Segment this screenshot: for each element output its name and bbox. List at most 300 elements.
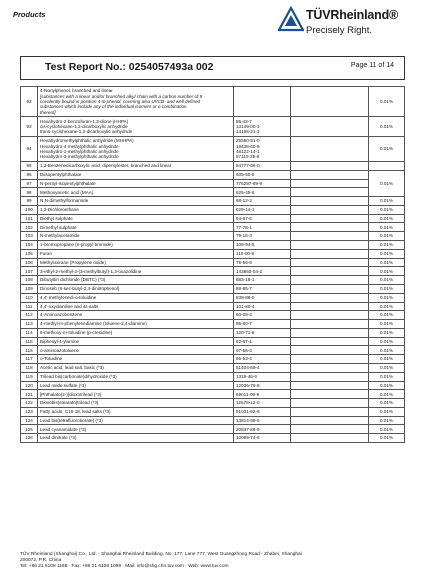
substance-name (38, 363, 234, 372)
substance-line: Hexahydro-3-methylphthalic anhydride (40, 154, 119, 160)
cas-number (234, 223, 291, 232)
cas-number (234, 328, 291, 337)
substance-line: N,N-dimethylformamide (40, 198, 89, 204)
substance-name (38, 337, 234, 346)
blank-cell (291, 363, 369, 372)
row-number: 100 (21, 205, 38, 214)
cas-line: 95-53-4 (236, 356, 252, 362)
table-row (21, 137, 405, 162)
blank-cell (291, 162, 369, 171)
blank-cell (291, 258, 369, 267)
substance-line: Methoxyacetic acid (MAA) (40, 189, 94, 195)
table-row (21, 258, 405, 267)
substance-name (38, 241, 234, 250)
blank-cell (291, 434, 369, 443)
blank-cell (291, 179, 369, 188)
blank-cell (291, 87, 369, 117)
substance-name (38, 320, 234, 329)
substance-line: Biphenyl-4-ylamine (40, 338, 80, 344)
row-number: 92 (21, 87, 38, 117)
cas-number (234, 390, 291, 399)
row-number: 111 (21, 302, 38, 311)
substance-name (38, 258, 234, 267)
limit-value: 0.01% (369, 87, 405, 117)
blank-cell (291, 399, 369, 408)
cas-line: 838-88-0 (236, 294, 255, 300)
cas-line: 14166-21-3 (236, 129, 260, 135)
table-row (21, 381, 405, 390)
cas-number (234, 284, 291, 293)
blank-cell (291, 302, 369, 311)
substance-line: covalently bound in position 4 to phenol, covering also UVCB- and well defined (40, 99, 201, 104)
cas-number (234, 170, 291, 179)
row-number: 119 (21, 372, 38, 381)
blank-cell (291, 311, 369, 320)
cas-number (234, 381, 291, 390)
row-number: 96 (21, 170, 38, 179)
cas-number (234, 416, 291, 425)
limit-value: 0.01% (369, 249, 405, 258)
row-number: 93 (21, 117, 38, 137)
cas-number (234, 179, 291, 188)
table-row (21, 355, 405, 364)
substance-line: Hexahydro-2-benzofuran-1,3-dione (HHPA) (40, 118, 129, 124)
table-row (21, 346, 405, 355)
blank-cell (291, 249, 369, 258)
substance-line: Dinoseb (6-sec-butyl-2,4-dinitrophenol) (40, 286, 120, 292)
cas-number (234, 425, 291, 434)
cas-number (234, 249, 291, 258)
table-row (21, 434, 405, 443)
substance-line: Hexahydro-4-methylphthalic anhydride (40, 143, 119, 149)
row-number: 110 (21, 293, 38, 302)
limit-value: 0.01% (369, 170, 405, 196)
cas-line: 683-18-1 (236, 277, 255, 283)
blank-cell (291, 117, 369, 137)
footer-postcode: 200072, P.R. China (20, 558, 62, 564)
table-row (21, 337, 405, 346)
cas-line: 57110-29-9 (236, 154, 260, 160)
table-row (21, 407, 405, 416)
limit-value: 0.01% (369, 416, 405, 425)
table-row (21, 399, 405, 408)
limit-value: 0.01% (369, 293, 405, 302)
limit-value: 0.01% (369, 399, 405, 408)
substance-name (38, 328, 234, 337)
substance-line: o-aminoazotoluene (40, 347, 80, 353)
cas-line: 13814-96-5 (236, 417, 260, 423)
substance-line: 4-Aminoazobenzene (40, 312, 83, 318)
cas-number (234, 258, 291, 267)
table-row (21, 205, 405, 214)
row-number: 103 (21, 232, 38, 241)
blank-cell (291, 232, 369, 241)
substance-name (38, 390, 234, 399)
cas-line: 84777-06-0 (236, 163, 260, 169)
cas-line: 79-16-3 (236, 233, 252, 239)
cas-line: 25550-51-0 (236, 138, 260, 144)
limit-value: 0.01% (369, 137, 405, 162)
row-number: 99 (21, 197, 38, 206)
row-number: 105 (21, 249, 38, 258)
table-row (21, 328, 405, 337)
table-row (21, 241, 405, 250)
cas-number (234, 276, 291, 285)
substance-name (38, 137, 234, 162)
cas-line: 101-80-4 (236, 303, 255, 309)
substance-name (38, 346, 234, 355)
substance-line: 4-Nonylphenol, branched and linear (40, 88, 113, 94)
substance-name (38, 223, 234, 232)
limit-value: 0.01% (369, 320, 405, 329)
cas-line: 85-42-7 (236, 118, 252, 124)
row-number: 95 (21, 162, 38, 171)
blank-cell (291, 355, 369, 364)
cas-line: 13149-00-3 (236, 124, 260, 129)
cas-line: 60-09-3 (236, 312, 252, 318)
substance-line: Lead dinitrate (*3) (40, 435, 77, 441)
blank-cell (291, 205, 369, 214)
substance-name (38, 399, 234, 408)
limit-value: 0.01% (369, 302, 405, 311)
table-row (21, 249, 405, 258)
substance-line: Furan (40, 251, 53, 256)
row-number: 112 (21, 311, 38, 320)
cas-number (234, 87, 291, 117)
cas-line: 605-50-5 (236, 171, 255, 177)
limit-value: 0.01% (369, 197, 405, 206)
substance-line: Acetic acid, lead salt, basic (*3) (40, 365, 104, 371)
table-row (21, 390, 405, 399)
cas-number (234, 399, 291, 408)
blank-cell (291, 416, 369, 425)
table-row (21, 416, 405, 425)
substance-line: 4-methyl-m-phenylenediamine (toluene-2,4-diamine) (40, 321, 147, 327)
page-number: Page 11 of 14 (350, 62, 394, 69)
cas-line: 91031-62-8 (236, 409, 260, 415)
row-number: 113 (21, 320, 38, 329)
table-row (21, 162, 405, 171)
cas-line: 69011-06-9 (236, 391, 260, 397)
row-number: 108 (21, 276, 38, 285)
table-row (21, 188, 405, 197)
cas-line: 10099-74-8 (236, 435, 260, 441)
table-row (21, 197, 405, 206)
substance-line: thereof] (40, 109, 56, 115)
table-row (21, 311, 405, 320)
row-number: 118 (21, 363, 38, 372)
limit-value: 0.01% (369, 407, 405, 416)
substance-line: cis-cyclohexane-1,2-dicarboxylic anhydride (40, 124, 128, 129)
table-row (21, 363, 405, 372)
limit-value: 0.01% (369, 425, 405, 434)
substance-line: 1,2-Benzenedicarboxylic acid, dipentylester, branched and linear (40, 163, 172, 169)
cas-number (234, 205, 291, 214)
limit-value: 0.01% (369, 346, 405, 355)
row-number: 125 (21, 425, 38, 434)
limit-value: 0.01% (369, 276, 405, 285)
blank-cell (291, 390, 369, 399)
blank-cell (291, 372, 369, 381)
row-number: 98 (21, 188, 38, 197)
limit-value: 0.01% (369, 363, 405, 372)
cas-number (234, 355, 291, 364)
blank-cell (291, 337, 369, 346)
limit-value: 0.01% (369, 223, 405, 232)
table-row (21, 223, 405, 232)
table-row (21, 232, 405, 241)
cas-line: 120-71-8 (236, 330, 255, 336)
substance-name (38, 276, 234, 285)
cas-line: 92-67-1 (236, 338, 252, 344)
substance-name (38, 232, 234, 241)
row-number: 126 (21, 434, 38, 443)
limit-value (369, 162, 405, 171)
substance-line: 1,2-Dichloroethane (40, 207, 79, 213)
substance-line: Hexahydro-1-methylphthalic anhydride (40, 149, 119, 154)
limit-value: 0.01% (369, 355, 405, 364)
row-number: 123 (21, 407, 38, 416)
cas-line: 12578-12-0 (236, 400, 260, 406)
cas-line: 75-56-9 (236, 259, 252, 265)
row-number: 115 (21, 337, 38, 346)
cas-number (234, 117, 291, 137)
blank-cell (291, 267, 369, 276)
table-row (21, 267, 405, 276)
limit-value: 0.01% (369, 117, 405, 137)
substance-name (38, 205, 234, 214)
row-number: 97 (21, 179, 38, 188)
substance-line: 4,4'-oxydianiline and its salts (40, 303, 99, 309)
substance-name (38, 197, 234, 206)
substance-line: Dibutyltin dichloride (DBTC) (*3) (40, 277, 106, 283)
blank-cell (291, 214, 369, 223)
substance-name (38, 416, 234, 425)
substance-name (38, 407, 234, 416)
blank-cell (291, 241, 369, 250)
cas-number (234, 346, 291, 355)
cas-line: 625-45-6 (236, 189, 255, 195)
logo-tagline: Precisely Right. (306, 25, 372, 36)
limit-value: 0.01% (369, 390, 405, 399)
substance-name (38, 284, 234, 293)
footer-contact: Tel: +86 21 6108 1188 · Fax: +86 21 6108 1099 · Mail: info@shg.chn.tuv.com · Web: www.tuv.com (20, 564, 229, 570)
row-number: 106 (21, 258, 38, 267)
blank-cell (291, 284, 369, 293)
cas-line: 68-12-2 (236, 198, 252, 204)
row-number: 121 (21, 390, 38, 399)
cas-number (234, 241, 291, 250)
row-number: 117 (21, 355, 38, 364)
substance-name (38, 381, 234, 390)
row-number: 104 (21, 241, 38, 250)
substance-line: [substances with a linear and/or branched alkyl chain with a carbon number of 9 (40, 93, 203, 99)
row-number: 94 (21, 137, 38, 162)
cas-number (234, 320, 291, 329)
substance-line: Lead bis(tetrafluoroborate) (*3) (40, 417, 103, 423)
cas-line: 143860-04-2 (236, 268, 263, 274)
cas-line: 20837-86-9 (236, 426, 260, 432)
substance-line: Lead cyanamidate (*3) (40, 426, 87, 432)
row-number: 114 (21, 328, 38, 337)
substance-name (38, 170, 234, 179)
cas-number (234, 214, 291, 223)
table-row (21, 372, 405, 381)
blank-cell (291, 188, 369, 197)
footer-address: TÜV Rheinland (Shanghai) Co., Ltd. - Shanghai Rheinland Building, No. 177, Lane 777, West Guangzhong Road - Zhabei, Shanghai (20, 552, 302, 557)
cas-number (234, 337, 291, 346)
blank-cell (291, 293, 369, 302)
substance-name (38, 267, 234, 276)
cas-line: 88-85-7 (236, 286, 252, 292)
report-number: Test Report No.: 0254057493a 002 (45, 61, 214, 73)
limit-value: 0.01% (369, 214, 405, 223)
substance-name (38, 188, 234, 197)
substance-line: o-Toluidine (40, 356, 63, 362)
cas-line: 51404-69-4 (236, 365, 260, 371)
blank-cell (291, 328, 369, 337)
cas-number (234, 267, 291, 276)
table-row (21, 276, 405, 285)
row-number: 122 (21, 399, 38, 408)
blank-cell (291, 381, 369, 390)
cas-line: 19438-60-9 (236, 143, 260, 149)
substance-line: Diisopentylphthalate (40, 171, 82, 177)
table-row (21, 284, 405, 293)
blank-cell (291, 223, 369, 232)
substance-name (38, 302, 234, 311)
cas-line: 110-00-9 (236, 251, 255, 256)
cas-line: 64-67-5 (236, 215, 252, 221)
cas-line: 776297-69-9 (236, 180, 263, 186)
limit-value: 0.01% (369, 328, 405, 337)
cas-number (234, 232, 291, 241)
substance-line: Fatty acids, C16-18, lead salts (*3) (40, 409, 111, 415)
table-row (21, 214, 405, 223)
report-header (20, 56, 405, 80)
substance-line: 1-bromopropane (n-propyl bromide) (40, 242, 113, 248)
table-row (21, 87, 405, 117)
substance-line: trans-cyclohexane-1,2-dicarboxylic anhydride (40, 129, 133, 135)
blank-cell (291, 137, 369, 162)
cas-number (234, 197, 291, 206)
limit-value: 0.01% (369, 241, 405, 250)
row-number: 107 (21, 267, 38, 276)
substance-line: 6-methoxy-m-toluidine (p-cresidine) (40, 330, 113, 336)
table-row (21, 170, 405, 179)
substance-line: Dioxobis(stearato)trilead (*3) (40, 400, 99, 406)
substance-name (38, 372, 234, 381)
substance-name (38, 117, 234, 137)
limit-value: 0.01% (369, 381, 405, 390)
substance-line: N-methylacetamide (40, 233, 80, 239)
cas-number (234, 407, 291, 416)
blank-cell (291, 346, 369, 355)
substance-name (38, 249, 234, 258)
substance-name (38, 293, 234, 302)
cas-line: 12036-76-9 (236, 382, 260, 388)
limit-value: 0.01% (369, 311, 405, 320)
table-row (21, 293, 405, 302)
limit-value: 0.01% (369, 267, 405, 276)
tuv-logo (278, 6, 418, 40)
substance-line: N-pentyl-isopentylphthalate (40, 180, 96, 186)
row-number: 102 (21, 223, 38, 232)
blank-cell (291, 320, 369, 329)
row-number: 109 (21, 284, 38, 293)
substance-name (38, 434, 234, 443)
substance-name (38, 179, 234, 188)
blank-cell (291, 425, 369, 434)
cas-number (234, 434, 291, 443)
table-row (21, 117, 405, 137)
blank-cell (291, 407, 369, 416)
cas-number (234, 188, 291, 197)
limit-value: 0.01% (369, 205, 405, 214)
cas-number (234, 137, 291, 162)
substance-name (38, 311, 234, 320)
substance-line: Dimethyl sulphate (40, 224, 77, 230)
substance-line: [Phthalato(2-)]dioxotrilead (*3) (40, 391, 102, 397)
blank-cell (291, 197, 369, 206)
substance-table (20, 86, 405, 443)
blank-cell (291, 276, 369, 285)
logo-name: TÜVRheinland® (306, 8, 399, 22)
cas-number (234, 311, 291, 320)
cas-line: 629-14-1 (236, 207, 255, 213)
limit-value: 0.01% (369, 284, 405, 293)
cas-line: 106-94-5 (236, 242, 255, 248)
substance-line: Methyloxirane (Propylene oxide) (40, 259, 106, 265)
table-row (21, 425, 405, 434)
cas-line: 48122-14-1 (236, 149, 260, 154)
limit-value: 0.01% (369, 372, 405, 381)
substance-line: 4,4'-methylenedi-o-toluidine (40, 294, 97, 300)
cas-number (234, 293, 291, 302)
blank-cell (291, 170, 369, 179)
substance-line: Hexahydromethylphthalic anhydride (MHHPA) (40, 138, 134, 144)
substance-line: Diethyl sulphate (40, 215, 73, 221)
cas-number (234, 372, 291, 381)
substance-name (38, 214, 234, 223)
substance-name (38, 425, 234, 434)
substance-line: substances which include any of the individual isomers or a combination (40, 104, 187, 110)
substance-line: Trilead bis(carbonate)dihydroxide (*3) (40, 373, 117, 379)
row-number: 124 (21, 416, 38, 425)
footer (20, 552, 410, 571)
table-row (21, 302, 405, 311)
substance-line: Lead oxide sulfate (*3) (40, 382, 86, 388)
cas-line: 77-78-1 (236, 224, 252, 230)
limit-value: 0.01% (369, 232, 405, 241)
cas-number (234, 162, 291, 171)
cas-line: 1319-46-6 (236, 373, 257, 379)
substance-line: 3-ethyl-2-methyl-2-(3-methylbutyl)-1,3-oxazolidine (40, 268, 142, 274)
row-number: 101 (21, 214, 38, 223)
limit-value: 0.01% (369, 258, 405, 267)
cas-line: 97-56-3 (236, 347, 252, 353)
substance-name (38, 162, 234, 171)
table-row (21, 320, 405, 329)
limit-value: 0.01% (369, 434, 405, 443)
tuv-triangle-icon (278, 6, 304, 32)
cas-number (234, 302, 291, 311)
substance-name (38, 87, 234, 117)
cas-line: 95-80-7 (236, 321, 252, 327)
section-label: Products (13, 10, 46, 19)
row-number: 120 (21, 381, 38, 390)
substance-name (38, 355, 234, 364)
